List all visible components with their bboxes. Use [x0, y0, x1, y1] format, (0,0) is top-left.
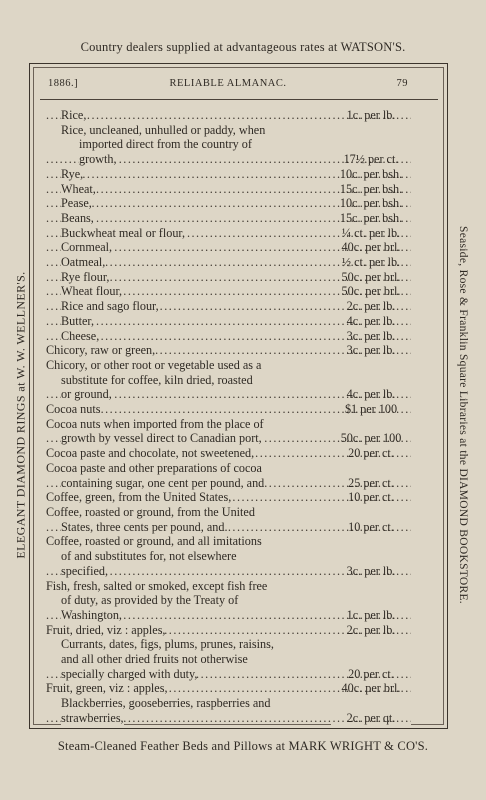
entry-price: 25 per ct. — [331, 476, 411, 491]
entry-line — [46, 196, 411, 211]
tariff-entry — [46, 211, 411, 226]
entry-price: 3c. per lb. — [331, 343, 411, 358]
entry-line — [46, 637, 411, 652]
entry-line — [46, 476, 411, 491]
entry-text: Pease, — [61, 196, 92, 211]
entry-line — [46, 431, 411, 446]
entry-price: 10c. per bsh. — [331, 167, 411, 182]
entry-text: Cocoa nuts — [46, 402, 101, 417]
entry-line — [46, 373, 411, 388]
header-title: RELIABLE ALMANAC. — [169, 78, 287, 89]
entry-line — [46, 211, 411, 226]
entry-price: 40c. per brl. — [331, 240, 411, 255]
entry-line — [46, 461, 411, 476]
entry-text: Wheat, — [61, 181, 96, 196]
entry-price: ¼ ct. per lb. — [331, 226, 411, 241]
tariff-entry — [46, 490, 411, 505]
entry-line — [46, 123, 411, 138]
entry-line — [46, 108, 411, 123]
tariff-entry — [46, 534, 411, 578]
entry-price: 2c. per lb. — [331, 299, 411, 314]
tariff-entry — [46, 108, 411, 123]
tariff-entry — [46, 167, 411, 182]
tariff-entry — [46, 637, 411, 681]
entry-price: 15c. per bsh. — [331, 182, 411, 197]
tariff-entry — [46, 358, 411, 402]
entry-price: 50c. per brl. — [331, 270, 411, 285]
entry-price: 10c. per bsh. — [331, 196, 411, 211]
tariff-entry — [46, 255, 411, 270]
entry-line — [46, 299, 411, 314]
entry-text: Chicory, or other root or vegetable used as a — [46, 357, 262, 372]
entry-line — [46, 505, 411, 520]
left-advertisement — [14, 90, 28, 740]
entry-text: Cocoa paste and other preparations of cocoa — [46, 460, 262, 475]
entry-line — [46, 314, 411, 329]
entry-price: 3c. per lb. — [331, 329, 411, 344]
tariff-entry — [46, 579, 411, 623]
entry-price: 17½ per ct. — [331, 152, 411, 167]
entry-line — [46, 240, 411, 255]
entry-text: Fruit, green, viz : apples, — [46, 681, 168, 696]
entry-line — [46, 490, 411, 505]
entry-price: 2c. per lb. — [331, 623, 411, 638]
entry-text: States, three cents per pound, and. — [61, 519, 228, 534]
tariff-entry — [46, 240, 411, 255]
entry-text: or ground, — [61, 387, 112, 402]
entry-line — [46, 255, 411, 270]
entry-text: growth by vessel direct to Canadian port, — [61, 431, 262, 446]
tariff-entry — [46, 314, 411, 329]
entry-text: Currants, dates, figs, plums, prunes, raisins, — [61, 637, 274, 652]
entry-price: 10 per ct. — [331, 490, 411, 505]
tariff-entry — [46, 681, 411, 696]
entry-line — [46, 696, 411, 711]
entry-price: 20 per ct. — [331, 446, 411, 461]
tariff-entry — [46, 196, 411, 211]
entry-line — [46, 608, 411, 623]
entry-line — [46, 152, 411, 167]
entry-price: 10 per ct. — [331, 520, 411, 535]
tariff-entry — [46, 505, 411, 534]
entry-text: Rice, — [61, 108, 87, 122]
entry-text: Cocoa nuts when imported from the place of — [46, 416, 264, 431]
entry-text: Fruit, dried, viz : apples, — [46, 622, 166, 637]
entry-price: 1c. per lb. — [331, 108, 411, 123]
right-advertisement-text: Seaside, Rose & Franklin Square Libraries at the DIAMOND BOOKSTORE. — [457, 226, 469, 604]
entry-text: Beans, — [61, 210, 94, 225]
entry-text: Cornmeal, — [61, 240, 113, 255]
entry-text: imported direct from the country of — [79, 137, 252, 152]
entry-line — [46, 387, 411, 402]
entry-price: 20 per ct. — [331, 667, 411, 682]
entry-text: Rye, — [61, 166, 84, 181]
entry-text: Butter, — [61, 313, 95, 328]
tariff-list — [46, 108, 411, 726]
entry-text: Oatmeal, — [61, 255, 106, 270]
entry-price: 40c. per brl. — [331, 681, 411, 696]
entry-text: Cheese, — [61, 328, 100, 343]
tariff-entry — [46, 696, 411, 725]
tariff-entry — [46, 123, 411, 167]
entry-line — [46, 226, 411, 241]
entry-line — [46, 167, 411, 182]
entry-line — [46, 137, 411, 152]
entry-text: of and substitutes for, not elsewhere — [61, 549, 237, 564]
entry-line — [46, 593, 411, 608]
entry-text: and all other dried fruits not otherwise — [61, 652, 248, 667]
entry-text: substitute for coffee, kiln dried, roasted — [61, 372, 253, 387]
entry-line — [46, 343, 411, 358]
entry-text: Rice, uncleaned, unhulled or paddy, when — [61, 122, 266, 137]
entry-text: Rice and sago flour, — [61, 299, 159, 314]
entry-text: Buckwheat meal or flour, — [61, 225, 186, 240]
tariff-entry — [46, 299, 411, 314]
entry-line — [46, 564, 411, 579]
entry-text: specified, — [61, 563, 109, 578]
entry-price: 50c. per brl. — [331, 284, 411, 299]
header-year: 1886.] — [48, 78, 79, 89]
entry-line — [46, 681, 411, 696]
entry-line — [46, 520, 411, 535]
left-advertisement-text: ELEGANT DIAMOND RINGS at W. W. WELLNER'S. — [13, 271, 28, 559]
entry-text: Coffee, green, from the United States, — [46, 490, 232, 505]
entry-line — [46, 652, 411, 667]
entry-line — [46, 284, 411, 299]
right-advertisement — [456, 90, 470, 740]
entry-line — [46, 358, 411, 373]
entry-price: 2c. per qt. — [331, 711, 411, 726]
entry-price: 15c. per bsh. — [331, 211, 411, 226]
entry-text: Wheat flour, — [61, 284, 123, 299]
entry-price: 4c. per lb. — [331, 314, 411, 329]
entry-text: Coffee, roasted or ground, from the United — [46, 504, 255, 519]
entry-line — [46, 417, 411, 432]
header-rule — [40, 99, 438, 100]
entry-line — [46, 270, 411, 285]
tariff-entry — [46, 461, 411, 490]
entry-text: strawberries, — [61, 710, 124, 725]
tariff-entry — [46, 182, 411, 197]
entry-line — [46, 402, 411, 417]
entry-text: containing sugar, one cent per pound, and — [61, 475, 265, 490]
entry-price: ½ ct. per lb. — [331, 255, 411, 270]
entry-text: Cocoa paste and chocolate, not sweetened, — [46, 446, 255, 461]
tariff-entry — [46, 343, 411, 358]
entry-line — [46, 579, 411, 594]
entry-line — [46, 534, 411, 549]
entry-price: 4c. per lb. — [331, 387, 411, 402]
entry-text: Blackberries, gooseberries, raspberries and — [61, 696, 271, 711]
entry-text: growth, — [79, 152, 117, 167]
tariff-entry — [46, 270, 411, 285]
entry-price: 50c. per 100 — [331, 431, 411, 446]
entry-text: Chicory, raw or green, — [46, 343, 156, 358]
entry-text: specially charged with duty, — [61, 666, 198, 681]
entry-line — [46, 329, 411, 344]
tariff-entry — [46, 446, 411, 461]
running-header — [48, 78, 408, 94]
tariff-entry — [46, 402, 411, 417]
entry-price: $1 per 100 — [331, 402, 411, 417]
entry-line — [46, 549, 411, 564]
entry-line — [46, 667, 411, 682]
page-number: 79 — [396, 78, 408, 89]
entry-line — [46, 623, 411, 638]
entry-text: Coffee, roasted or ground, and all imitations — [46, 534, 262, 549]
tariff-entry — [46, 623, 411, 638]
entry-text: Rye flour, — [61, 269, 110, 284]
tariff-entry — [46, 329, 411, 344]
entry-text: of duty, as provided by the Treaty of — [61, 593, 239, 608]
bottom-advertisement: Steam-Cleaned Feather Beds and Pillows at MARK WRIGHT & CO'S. — [57, 739, 429, 753]
entry-text: Washington, — [61, 607, 122, 622]
entry-price: 1c. per lb. — [331, 608, 411, 623]
top-advertisement: Country dealers supplied at advantageous rates at WATSON'S. — [80, 40, 406, 54]
tariff-entry — [46, 226, 411, 241]
entry-line — [46, 182, 411, 197]
entry-line — [46, 711, 411, 726]
tariff-entry — [46, 284, 411, 299]
entry-price: 3c. per lb. — [331, 564, 411, 579]
tariff-entry — [46, 417, 411, 446]
entry-text: Fish, fresh, salted or smoked, except fish free — [46, 578, 268, 593]
entry-line — [46, 446, 411, 461]
